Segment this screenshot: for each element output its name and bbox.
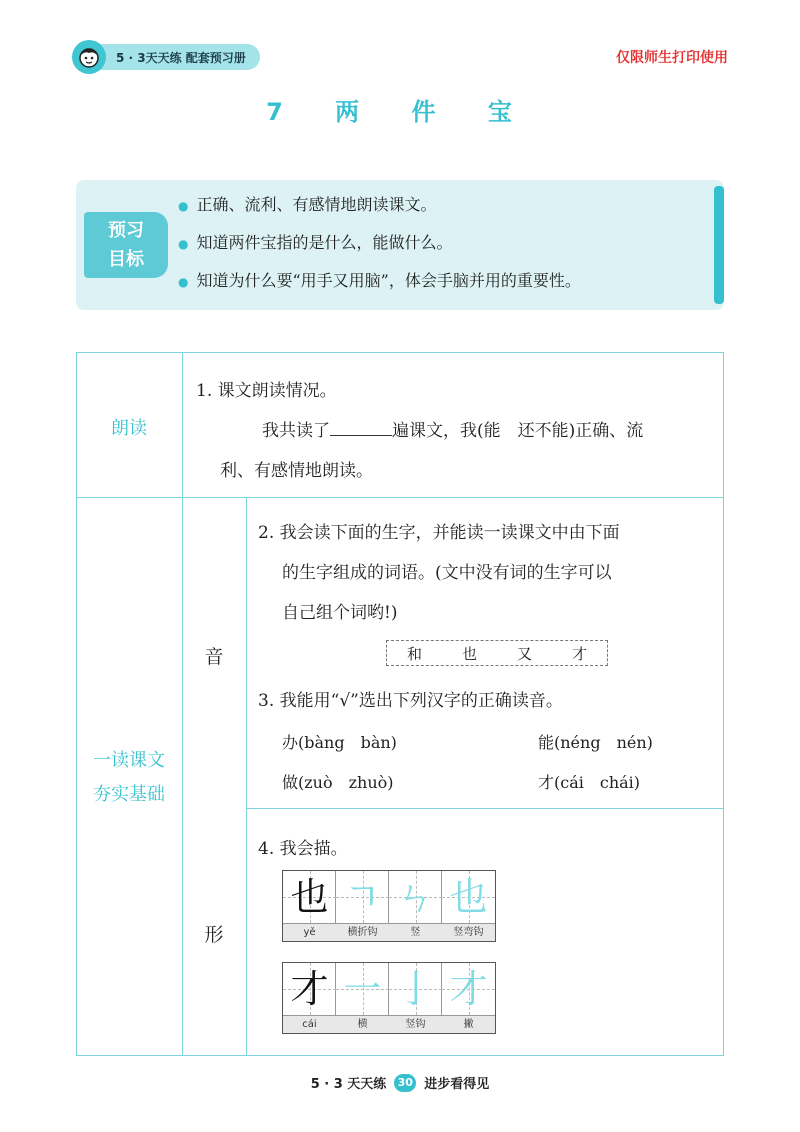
row-divider (76, 497, 724, 498)
tracing-cell[interactable]: 亅 竖钩 (389, 963, 442, 1033)
bullet-icon: ● (178, 237, 189, 251)
tracing-cell[interactable]: 一 横 (336, 963, 389, 1033)
subcolumn-divider (246, 497, 247, 1056)
tracing-grid (282, 962, 496, 1034)
page-header (72, 40, 728, 74)
lesson-title: 7 两 件 宝 (266, 98, 534, 126)
character: 和 (406, 644, 422, 663)
goals-accent-bar (714, 186, 724, 304)
tracing-cell[interactable]: 才 cái (283, 963, 336, 1033)
pinyin-option[interactable]: 能(néng nén) (538, 733, 653, 752)
basics-label: 一读课文 夯实基础 (93, 750, 165, 805)
pinyin-option[interactable]: 做(zuò zhuò) (282, 773, 394, 792)
character: 才 (571, 644, 587, 663)
tracing-cell[interactable]: ㄣ 竖 (389, 871, 442, 941)
page-number: 30 (394, 1074, 416, 1092)
goal-item: ● 知道两件宝指的是什么，能做什么。 (178, 233, 453, 252)
new-characters-box (386, 640, 608, 666)
q1-line2: 利、有感情地朗读。 (220, 461, 373, 481)
tracing-cell[interactable]: ㄱ 横折钩 (336, 871, 389, 941)
goal-item: ● 知道为什么要“用手又用脑”，体会手脑并用的重要性。 (178, 271, 581, 290)
footer-series: 5 · 3 天天练 (310, 1077, 387, 1092)
mascot-icon (72, 40, 106, 74)
tracing-cell[interactable]: 也 yě (283, 871, 336, 941)
q1-line1: 我共读了 遍课文，我(能 还不能)正确、流 (262, 421, 644, 441)
tracing-cell[interactable]: 才 撇 (442, 963, 495, 1033)
q4-title: 4. 我会描。 (258, 839, 348, 859)
q2-line3: 自己组个词哟!) (282, 603, 398, 623)
goals-label: 预习 目标 (84, 212, 168, 278)
usage-notice: 仅限师生打印使用 (616, 50, 728, 66)
reading-label: 朗读 (111, 418, 147, 439)
character: 也 (461, 644, 477, 663)
q3-title: 3. 我能用“√”选出下列汉字的正确读音。 (258, 691, 563, 711)
q2-line1: 2. 我会读下面的生字，并能读一读课文中由下面 (258, 523, 620, 543)
page-footer (0, 1073, 800, 1092)
goals-list (178, 186, 581, 300)
bullet-icon: ● (178, 199, 189, 213)
footer-slogan: 进步看得见 (424, 1077, 490, 1092)
shape-label: 形 (204, 924, 224, 946)
column-divider (182, 352, 183, 1056)
sound-label: 音 (204, 646, 224, 668)
series-label: 5 · 3天天练 配套预习册 (92, 44, 260, 70)
q2-line2: 的生字组成的词语。(文中没有词的生字可以 (282, 563, 612, 583)
pinyin-option[interactable]: 才(cái chái) (538, 773, 641, 792)
pinyin-option[interactable]: 办(bàng bàn) (282, 733, 397, 752)
character: 又 (516, 644, 532, 663)
goal-item: ● 正确、流利、有感情地朗读课文。 (178, 195, 437, 214)
preview-goals-box (76, 180, 724, 310)
tracing-cell[interactable]: 也 竖弯钩 (442, 871, 495, 941)
answer-blank[interactable] (330, 422, 392, 436)
subrow-divider (246, 808, 724, 809)
q1-title: 1. 课文朗读情况。 (196, 381, 337, 401)
tracing-grid (282, 870, 496, 942)
bullet-icon: ● (178, 275, 189, 289)
series-badge (72, 40, 260, 74)
